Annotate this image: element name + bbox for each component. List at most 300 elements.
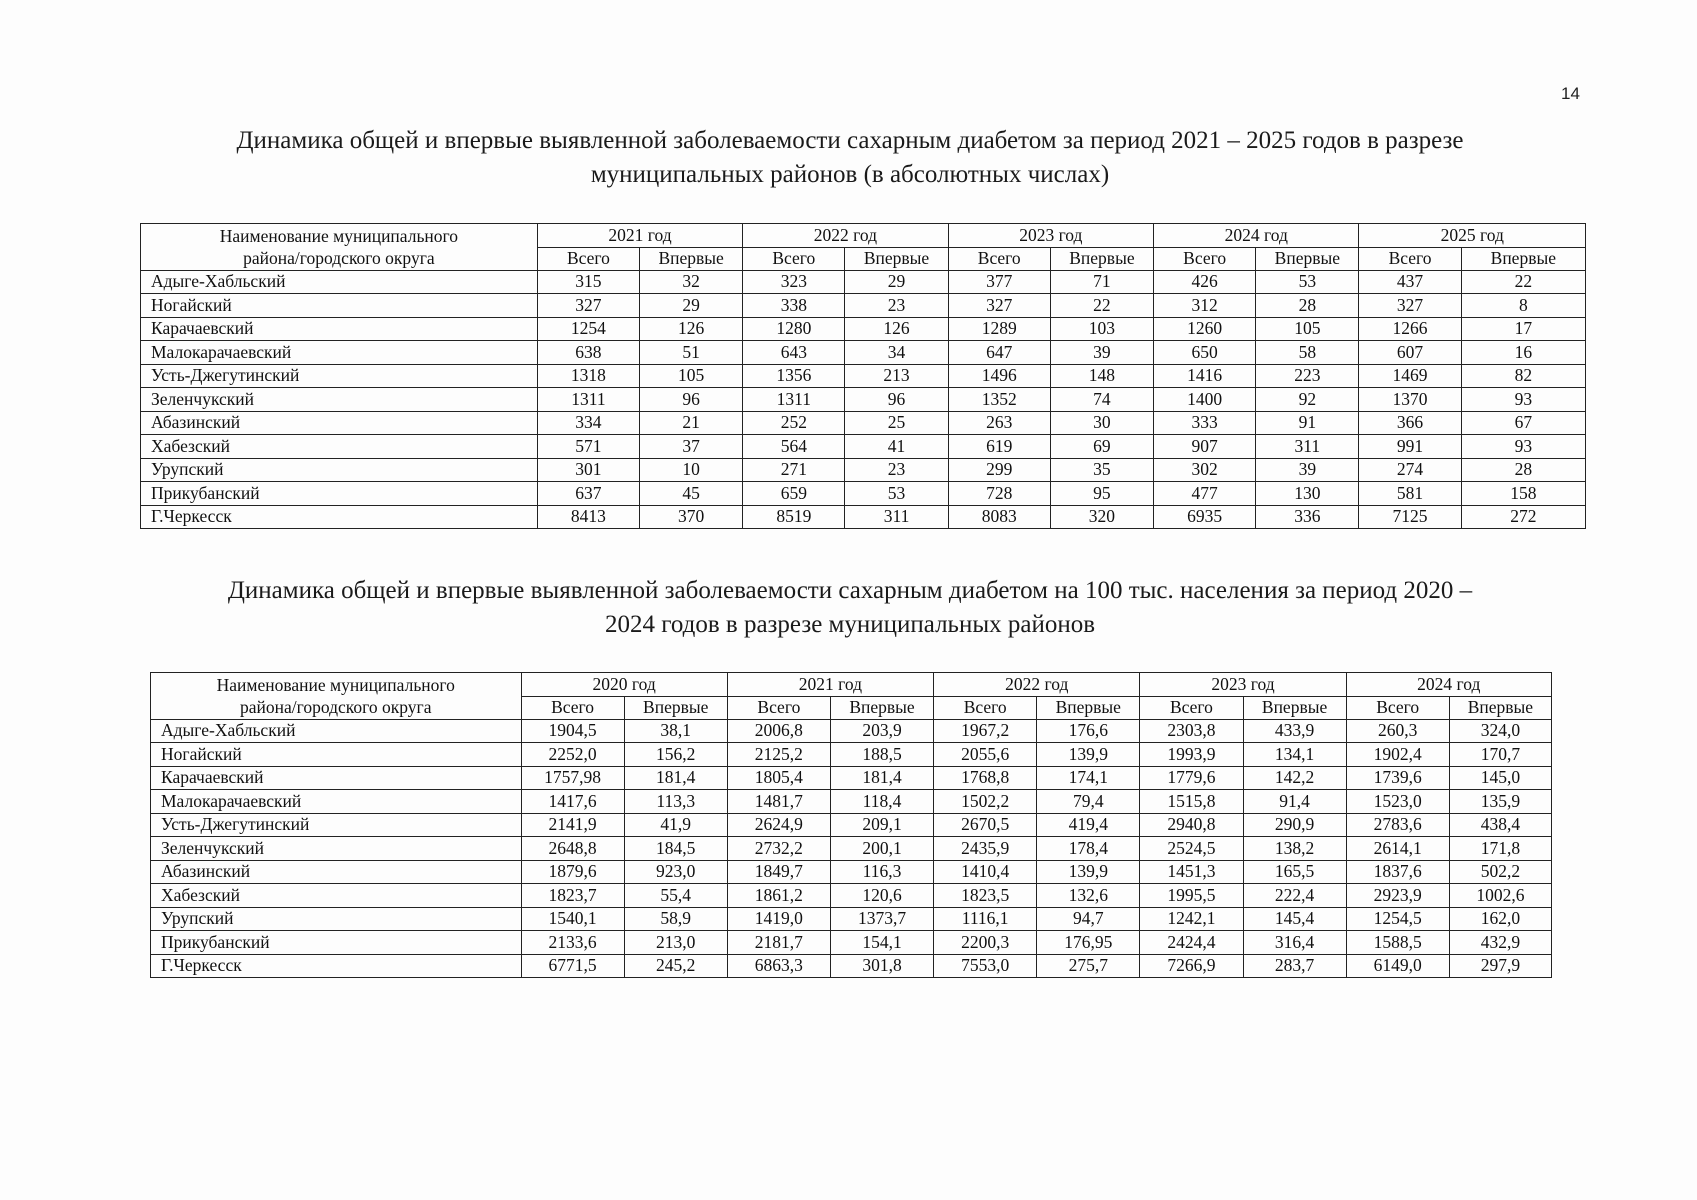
- total-value-cell: 2624,9: [727, 813, 830, 837]
- total-value-cell: 7266,9: [1140, 954, 1243, 978]
- total-value-cell: 2303,8: [1140, 719, 1243, 743]
- district-name-cell: Усть-Джегутинский: [141, 364, 538, 388]
- column-header-first-time: Впервые: [1243, 696, 1346, 719]
- total-value-cell: 7125: [1359, 505, 1461, 529]
- first-time-value-cell: 148: [1050, 364, 1153, 388]
- header-row-years: [141, 224, 1586, 248]
- table-row: [141, 411, 1586, 435]
- first-time-value-cell: 245,2: [624, 954, 727, 978]
- total-value-cell: 2006,8: [727, 719, 830, 743]
- first-time-value-cell: 126: [845, 317, 948, 341]
- total-value-cell: 1266: [1359, 317, 1461, 341]
- district-name-cell: Г.Черкесск: [141, 505, 538, 529]
- table1-title-line1: Динамика общей и впервые выявленной заболеваемости сахарным диабетом за период 2021 – 2025 годов в разрезе: [236, 127, 1464, 154]
- column-header-year: 2020 год: [521, 673, 727, 697]
- column-header-year: 2024 год: [1346, 673, 1551, 697]
- first-time-value-cell: 32: [640, 270, 743, 294]
- first-time-value-cell: 96: [845, 388, 948, 412]
- total-value-cell: 1410,4: [934, 860, 1037, 884]
- table2-header: [151, 673, 1552, 720]
- column-header-year: 2021 год: [727, 673, 933, 697]
- first-time-value-cell: 53: [1256, 270, 1359, 294]
- first-time-value-cell: 336: [1256, 505, 1359, 529]
- first-time-value-cell: 35: [1050, 458, 1153, 482]
- total-value-cell: 334: [537, 411, 639, 435]
- first-time-value-cell: 79,4: [1037, 790, 1140, 814]
- first-time-value-cell: 223: [1256, 364, 1359, 388]
- column-header-total: Всего: [727, 696, 830, 719]
- total-value-cell: 1904,5: [521, 719, 624, 743]
- total-value-cell: 2125,2: [727, 743, 830, 767]
- total-value-cell: 252: [743, 411, 845, 435]
- header-row-years: [151, 673, 1552, 697]
- first-time-value-cell: 297,9: [1449, 954, 1551, 978]
- total-value-cell: 1823,5: [934, 884, 1037, 908]
- total-value-cell: 1416: [1154, 364, 1256, 388]
- header-row-subcolumns: [141, 247, 1586, 270]
- total-value-cell: 659: [743, 482, 845, 506]
- first-time-value-cell: 41: [845, 435, 948, 459]
- table-row: [151, 954, 1552, 978]
- table-row: [141, 388, 1586, 412]
- total-value-cell: 2055,6: [934, 743, 1037, 767]
- column-header-name-line1: Наименование муниципального: [151, 673, 522, 697]
- column-header-total: Всего: [521, 696, 624, 719]
- first-time-value-cell: 176,95: [1037, 931, 1140, 955]
- first-time-value-cell: 154,1: [830, 931, 933, 955]
- total-value-cell: 327: [948, 294, 1050, 318]
- total-value-cell: 1311: [537, 388, 639, 412]
- header-row-subcolumns: [151, 696, 1552, 719]
- table-row: [151, 766, 1552, 790]
- first-time-value-cell: 275,7: [1037, 954, 1140, 978]
- first-time-value-cell: 69: [1050, 435, 1153, 459]
- table1-header: [141, 224, 1586, 271]
- first-time-value-cell: 301,8: [830, 954, 933, 978]
- column-header-first-time: Впервые: [1449, 696, 1551, 719]
- total-value-cell: 1469: [1359, 364, 1461, 388]
- first-time-value-cell: 23: [845, 458, 948, 482]
- first-time-value-cell: 433,9: [1243, 719, 1346, 743]
- district-name-cell: Усть-Джегутинский: [151, 813, 522, 837]
- total-value-cell: 338: [743, 294, 845, 318]
- first-time-value-cell: 21: [640, 411, 743, 435]
- column-header-total: Всего: [1359, 247, 1461, 270]
- column-header-total: Всего: [1346, 696, 1449, 719]
- total-value-cell: 1318: [537, 364, 639, 388]
- first-time-value-cell: 96: [640, 388, 743, 412]
- column-header-total: Всего: [537, 247, 639, 270]
- total-value-cell: 1254,5: [1346, 907, 1449, 931]
- total-value-cell: 1311: [743, 388, 845, 412]
- first-time-value-cell: 1373,7: [830, 907, 933, 931]
- total-value-cell: 728: [948, 482, 1050, 506]
- total-value-cell: 1289: [948, 317, 1050, 341]
- total-value-cell: 426: [1154, 270, 1256, 294]
- first-time-value-cell: 10: [640, 458, 743, 482]
- total-value-cell: 8083: [948, 505, 1050, 529]
- first-time-value-cell: 438,4: [1449, 813, 1551, 837]
- first-time-value-cell: 316,4: [1243, 931, 1346, 955]
- column-header-total: Всего: [934, 696, 1037, 719]
- first-time-value-cell: 120,6: [830, 884, 933, 908]
- total-value-cell: 1116,1: [934, 907, 1037, 931]
- column-header-year: 2022 год: [743, 224, 948, 248]
- column-header-first-time: Впервые: [1256, 247, 1359, 270]
- total-value-cell: 263: [948, 411, 1050, 435]
- table-row: [141, 505, 1586, 529]
- first-time-value-cell: 181,4: [624, 766, 727, 790]
- district-name-cell: Хабезский: [141, 435, 538, 459]
- total-value-cell: 1352: [948, 388, 1050, 412]
- table-row: [141, 435, 1586, 459]
- total-value-cell: 6149,0: [1346, 954, 1449, 978]
- first-time-value-cell: 502,2: [1449, 860, 1551, 884]
- total-value-cell: 323: [743, 270, 845, 294]
- first-time-value-cell: 51: [640, 341, 743, 365]
- total-value-cell: 647: [948, 341, 1050, 365]
- column-header-name-line2: района/городского округа: [151, 696, 522, 719]
- first-time-value-cell: 142,2: [1243, 766, 1346, 790]
- first-time-value-cell: 55,4: [624, 884, 727, 908]
- column-header-first-time: Впервые: [830, 696, 933, 719]
- first-time-value-cell: 91,4: [1243, 790, 1346, 814]
- first-time-value-cell: 203,9: [830, 719, 933, 743]
- total-value-cell: 1242,1: [1140, 907, 1243, 931]
- first-time-value-cell: 923,0: [624, 860, 727, 884]
- district-name-cell: Урупский: [151, 907, 522, 931]
- column-header-total: Всего: [743, 247, 845, 270]
- district-name-cell: Урупский: [141, 458, 538, 482]
- total-value-cell: 1739,6: [1346, 766, 1449, 790]
- first-time-value-cell: 29: [640, 294, 743, 318]
- column-header-first-time: Впервые: [1461, 247, 1585, 270]
- first-time-value-cell: 25: [845, 411, 948, 435]
- first-time-value-cell: 132,6: [1037, 884, 1140, 908]
- table-row: [141, 317, 1586, 341]
- first-time-value-cell: 105: [640, 364, 743, 388]
- first-time-value-cell: 158: [1461, 482, 1585, 506]
- first-time-value-cell: 370: [640, 505, 743, 529]
- first-time-value-cell: 209,1: [830, 813, 933, 837]
- total-value-cell: 260,3: [1346, 719, 1449, 743]
- first-time-value-cell: 58,9: [624, 907, 727, 931]
- total-value-cell: 581: [1359, 482, 1461, 506]
- table2-title-line1: Динамика общей и впервые выявленной заболеваемости сахарным диабетом на 100 тыс. населения за период 2020 –: [227, 577, 1473, 604]
- total-value-cell: 1496: [948, 364, 1050, 388]
- first-time-value-cell: 53: [845, 482, 948, 506]
- table1-body: [141, 270, 1586, 529]
- first-time-value-cell: 222,4: [1243, 884, 1346, 908]
- total-value-cell: 1995,5: [1140, 884, 1243, 908]
- column-header-first-time: Впервые: [845, 247, 948, 270]
- total-value-cell: 571: [537, 435, 639, 459]
- total-value-cell: 2670,5: [934, 813, 1037, 837]
- total-value-cell: 1481,7: [727, 790, 830, 814]
- column-header-year: 2023 год: [948, 224, 1153, 248]
- table-row: [151, 907, 1552, 931]
- district-name-cell: Карачаевский: [141, 317, 538, 341]
- first-time-value-cell: 135,9: [1449, 790, 1551, 814]
- total-value-cell: 1280: [743, 317, 845, 341]
- total-value-cell: 2141,9: [521, 813, 624, 837]
- first-time-value-cell: 58: [1256, 341, 1359, 365]
- table2-title: [120, 574, 1580, 642]
- first-time-value-cell: 320: [1050, 505, 1153, 529]
- column-header-first-time: Впервые: [624, 696, 727, 719]
- total-value-cell: 6771,5: [521, 954, 624, 978]
- first-time-value-cell: 139,9: [1037, 860, 1140, 884]
- first-time-value-cell: 324,0: [1449, 719, 1551, 743]
- column-header-first-time: Впервые: [640, 247, 743, 270]
- first-time-value-cell: 74: [1050, 388, 1153, 412]
- total-value-cell: 2732,2: [727, 837, 830, 861]
- total-value-cell: 1540,1: [521, 907, 624, 931]
- table-row: [151, 837, 1552, 861]
- table-row: [151, 719, 1552, 743]
- total-value-cell: 8413: [537, 505, 639, 529]
- total-value-cell: 1370: [1359, 388, 1461, 412]
- column-header-total: Всего: [1140, 696, 1243, 719]
- first-time-value-cell: 39: [1256, 458, 1359, 482]
- first-time-value-cell: 156,2: [624, 743, 727, 767]
- column-header-name-line2: района/городского округа: [141, 247, 538, 270]
- first-time-value-cell: 39: [1050, 341, 1153, 365]
- total-value-cell: 7553,0: [934, 954, 1037, 978]
- first-time-value-cell: 138,2: [1243, 837, 1346, 861]
- first-time-value-cell: 116,3: [830, 860, 933, 884]
- total-value-cell: 274: [1359, 458, 1461, 482]
- total-value-cell: 1967,2: [934, 719, 1037, 743]
- first-time-value-cell: 311: [845, 505, 948, 529]
- total-value-cell: 2940,8: [1140, 813, 1243, 837]
- total-value-cell: 619: [948, 435, 1050, 459]
- total-value-cell: 2133,6: [521, 931, 624, 955]
- table-row: [141, 270, 1586, 294]
- total-value-cell: 1451,3: [1140, 860, 1243, 884]
- table-row: [141, 294, 1586, 318]
- total-value-cell: 2424,4: [1140, 931, 1243, 955]
- first-time-value-cell: 105: [1256, 317, 1359, 341]
- first-time-value-cell: 17: [1461, 317, 1585, 341]
- first-time-value-cell: 91: [1256, 411, 1359, 435]
- first-time-value-cell: 139,9: [1037, 743, 1140, 767]
- total-value-cell: 8519: [743, 505, 845, 529]
- district-name-cell: Адыге-Хабльский: [141, 270, 538, 294]
- total-value-cell: 564: [743, 435, 845, 459]
- total-value-cell: 1419,0: [727, 907, 830, 931]
- first-time-value-cell: 188,5: [830, 743, 933, 767]
- first-time-value-cell: 28: [1256, 294, 1359, 318]
- total-value-cell: 2524,5: [1140, 837, 1243, 861]
- total-value-cell: 1400: [1154, 388, 1256, 412]
- column-header-year: 2022 год: [934, 673, 1140, 697]
- first-time-value-cell: 113,3: [624, 790, 727, 814]
- total-value-cell: 1805,4: [727, 766, 830, 790]
- first-time-value-cell: 8: [1461, 294, 1585, 318]
- district-name-cell: Ногайский: [141, 294, 538, 318]
- first-time-value-cell: 174,1: [1037, 766, 1140, 790]
- first-time-value-cell: 272: [1461, 505, 1585, 529]
- total-value-cell: 2181,7: [727, 931, 830, 955]
- first-time-value-cell: 93: [1461, 388, 1585, 412]
- total-value-cell: 607: [1359, 341, 1461, 365]
- district-name-cell: Хабезский: [151, 884, 522, 908]
- first-time-value-cell: 45: [640, 482, 743, 506]
- total-value-cell: 299: [948, 458, 1050, 482]
- total-value-cell: 6935: [1154, 505, 1256, 529]
- total-value-cell: 301: [537, 458, 639, 482]
- first-time-value-cell: 165,5: [1243, 860, 1346, 884]
- first-time-value-cell: 181,4: [830, 766, 933, 790]
- first-time-value-cell: 170,7: [1449, 743, 1551, 767]
- first-time-value-cell: 134,1: [1243, 743, 1346, 767]
- total-value-cell: 637: [537, 482, 639, 506]
- table-row: [151, 860, 1552, 884]
- first-time-value-cell: 162,0: [1449, 907, 1551, 931]
- total-value-cell: 1849,7: [727, 860, 830, 884]
- total-value-cell: 377: [948, 270, 1050, 294]
- first-time-value-cell: 67: [1461, 411, 1585, 435]
- table1-title-line2: муниципальных районов (в абсолютных числах): [590, 161, 1110, 188]
- total-value-cell: 333: [1154, 411, 1256, 435]
- column-header-year: 2024 год: [1154, 224, 1359, 248]
- first-time-value-cell: 145,4: [1243, 907, 1346, 931]
- first-time-value-cell: 1002,6: [1449, 884, 1551, 908]
- first-time-value-cell: 95: [1050, 482, 1153, 506]
- first-time-value-cell: 118,4: [830, 790, 933, 814]
- first-time-value-cell: 126: [640, 317, 743, 341]
- total-value-cell: 1837,6: [1346, 860, 1449, 884]
- first-time-value-cell: 311: [1256, 435, 1359, 459]
- district-name-cell: Г.Черкесск: [151, 954, 522, 978]
- first-time-value-cell: 200,1: [830, 837, 933, 861]
- table1-title: [120, 124, 1580, 192]
- total-value-cell: 437: [1359, 270, 1461, 294]
- table2-title-line2: 2024 годов в разрезе муниципальных районов: [604, 611, 1096, 638]
- total-value-cell: 2923,9: [1346, 884, 1449, 908]
- total-value-cell: 1417,6: [521, 790, 624, 814]
- first-time-value-cell: 71: [1050, 270, 1153, 294]
- district-name-cell: Карачаевский: [151, 766, 522, 790]
- total-value-cell: 650: [1154, 341, 1256, 365]
- first-time-value-cell: 41,9: [624, 813, 727, 837]
- district-name-cell: Ногайский: [151, 743, 522, 767]
- first-time-value-cell: 82: [1461, 364, 1585, 388]
- first-time-value-cell: 93: [1461, 435, 1585, 459]
- total-value-cell: 312: [1154, 294, 1256, 318]
- first-time-value-cell: 28: [1461, 458, 1585, 482]
- first-time-value-cell: 38,1: [624, 719, 727, 743]
- table-row: [151, 813, 1552, 837]
- column-header-total: Всего: [948, 247, 1050, 270]
- first-time-value-cell: 178,4: [1037, 837, 1140, 861]
- first-time-value-cell: 22: [1050, 294, 1153, 318]
- table-row: [151, 931, 1552, 955]
- total-value-cell: 2783,6: [1346, 813, 1449, 837]
- total-value-cell: 1502,2: [934, 790, 1037, 814]
- first-time-value-cell: 213: [845, 364, 948, 388]
- district-name-cell: Адыге-Хабльский: [151, 719, 522, 743]
- column-header-first-time: Впервые: [1037, 696, 1140, 719]
- first-time-value-cell: 37: [640, 435, 743, 459]
- total-value-cell: 327: [537, 294, 639, 318]
- total-value-cell: 1993,9: [1140, 743, 1243, 767]
- total-value-cell: 1768,8: [934, 766, 1037, 790]
- table-row: [151, 790, 1552, 814]
- first-time-value-cell: 30: [1050, 411, 1153, 435]
- total-value-cell: 271: [743, 458, 845, 482]
- first-time-value-cell: 432,9: [1449, 931, 1551, 955]
- column-header-first-time: Впервые: [1050, 247, 1153, 270]
- first-time-value-cell: 22: [1461, 270, 1585, 294]
- total-value-cell: 1779,6: [1140, 766, 1243, 790]
- total-value-cell: 2648,8: [521, 837, 624, 861]
- first-time-value-cell: 171,8: [1449, 837, 1551, 861]
- district-name-cell: Зеленчукский: [151, 837, 522, 861]
- total-value-cell: 2200,3: [934, 931, 1037, 955]
- first-time-value-cell: 94,7: [1037, 907, 1140, 931]
- district-name-cell: Малокарачаевский: [151, 790, 522, 814]
- first-time-value-cell: 23: [845, 294, 948, 318]
- total-value-cell: 1254: [537, 317, 639, 341]
- district-name-cell: Прикубанский: [151, 931, 522, 955]
- column-header-year: 2025 год: [1359, 224, 1586, 248]
- first-time-value-cell: 283,7: [1243, 954, 1346, 978]
- table2-body: [151, 719, 1552, 978]
- district-name-cell: Прикубанский: [141, 482, 538, 506]
- total-value-cell: 1879,6: [521, 860, 624, 884]
- first-time-value-cell: 34: [845, 341, 948, 365]
- total-value-cell: 2252,0: [521, 743, 624, 767]
- total-value-cell: 1757,98: [521, 766, 624, 790]
- total-value-cell: 643: [743, 341, 845, 365]
- total-value-cell: 1823,7: [521, 884, 624, 908]
- total-value-cell: 991: [1359, 435, 1461, 459]
- total-value-cell: 1588,5: [1346, 931, 1449, 955]
- table-row: [141, 364, 1586, 388]
- table-row: [151, 743, 1552, 767]
- page-number: 14: [1561, 84, 1580, 103]
- absolute-counts-table: [140, 223, 1586, 529]
- total-value-cell: 477: [1154, 482, 1256, 506]
- first-time-value-cell: 290,9: [1243, 813, 1346, 837]
- total-value-cell: 302: [1154, 458, 1256, 482]
- first-time-value-cell: 176,6: [1037, 719, 1140, 743]
- total-value-cell: 1515,8: [1140, 790, 1243, 814]
- first-time-value-cell: 213,0: [624, 931, 727, 955]
- district-name-cell: Абазинский: [151, 860, 522, 884]
- total-value-cell: 1523,0: [1346, 790, 1449, 814]
- total-value-cell: 6863,3: [727, 954, 830, 978]
- table-row: [141, 341, 1586, 365]
- first-time-value-cell: 29: [845, 270, 948, 294]
- per-100k-table: [150, 672, 1552, 978]
- first-time-value-cell: 103: [1050, 317, 1153, 341]
- total-value-cell: 327: [1359, 294, 1461, 318]
- first-time-value-cell: 92: [1256, 388, 1359, 412]
- first-time-value-cell: 130: [1256, 482, 1359, 506]
- total-value-cell: 2435,9: [934, 837, 1037, 861]
- total-value-cell: 366: [1359, 411, 1461, 435]
- total-value-cell: 907: [1154, 435, 1256, 459]
- table-row: [151, 884, 1552, 908]
- total-value-cell: 2614,1: [1346, 837, 1449, 861]
- column-header-name-line1: Наименование муниципального: [141, 224, 538, 248]
- column-header-year: 2023 год: [1140, 673, 1346, 697]
- total-value-cell: 1356: [743, 364, 845, 388]
- table-row: [141, 482, 1586, 506]
